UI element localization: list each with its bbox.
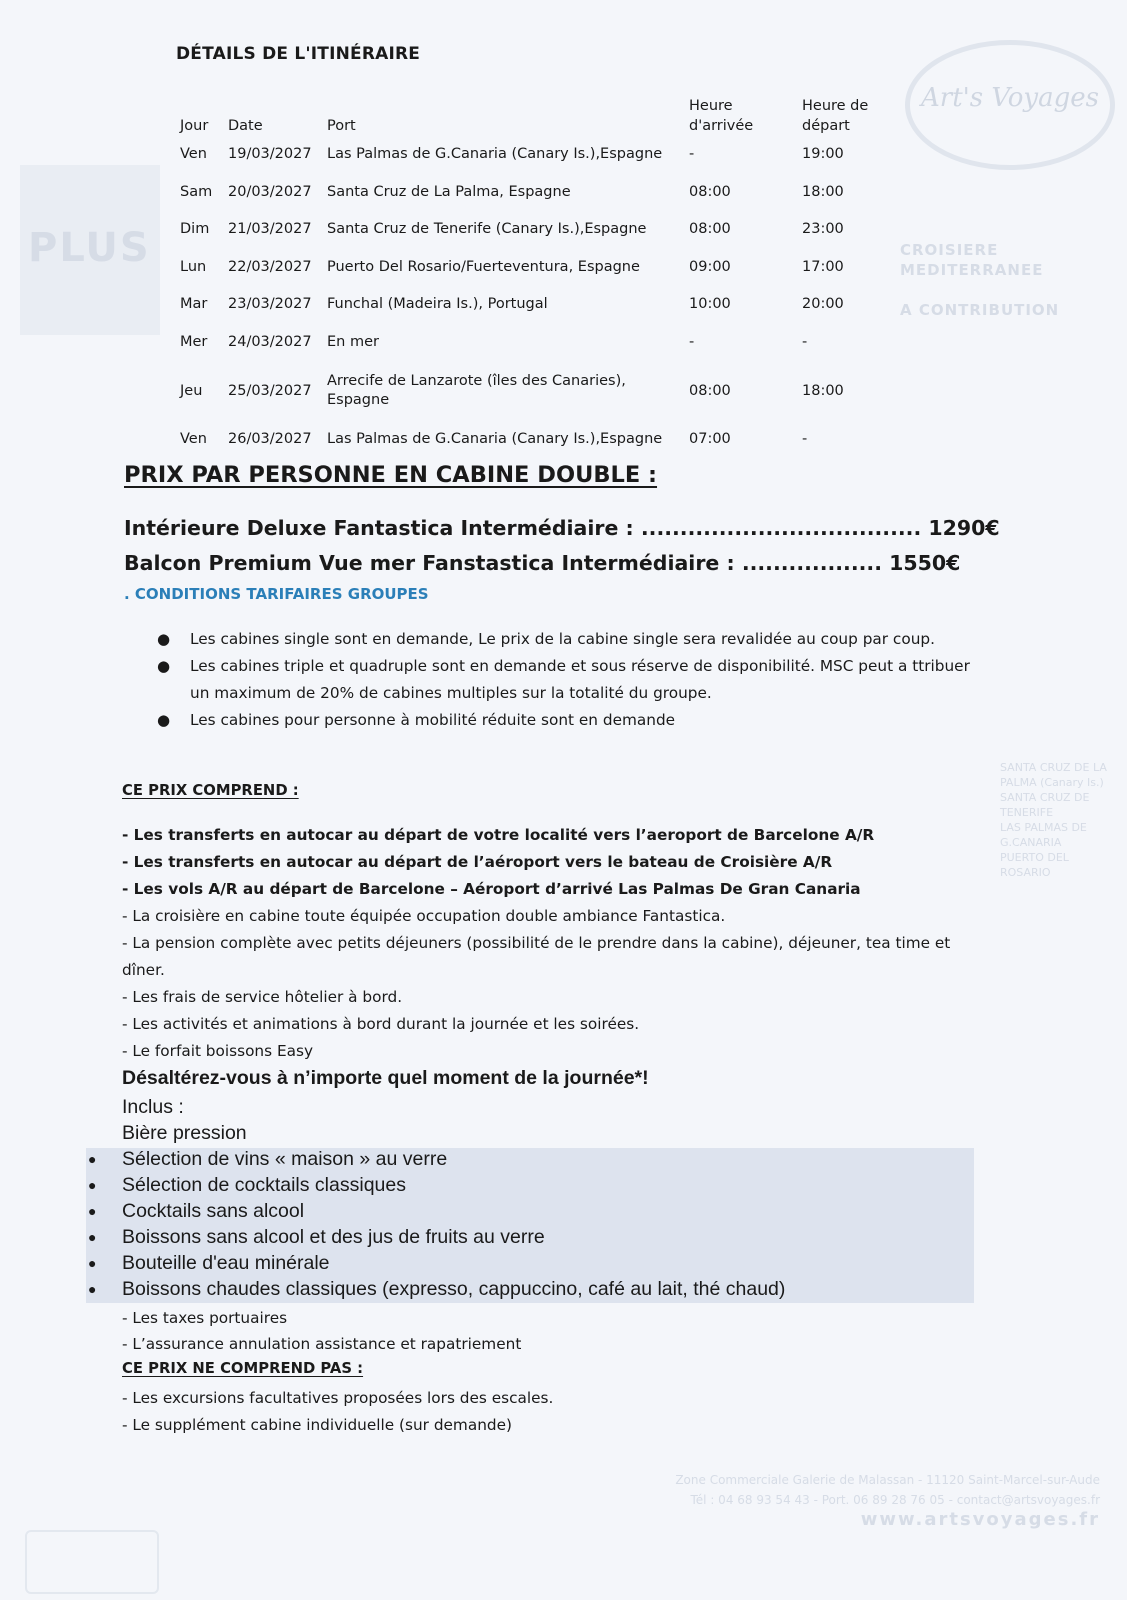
itinerary-row — [176, 174, 912, 212]
condition-item — [150, 626, 980, 653]
drinks-item: Bière pression — [122, 1122, 247, 1144]
drinks-item — [88, 1172, 785, 1198]
include-item-bold: - Les vols A/R au départ de Barcelone – Aéroport d’arrivé Las Palmas De Gran Canaria — [122, 880, 861, 898]
watermark-title: CROISIERE MEDITERRANEE — [900, 241, 1044, 279]
cell-port: Arrecife de Lanzarote (îles des Canaries), Espagne — [327, 373, 626, 408]
cell-departure: 19:00 — [802, 146, 844, 163]
include-item: - La croisière en cabine toute équipée occupation double ambiance Fantastica. — [122, 907, 726, 925]
bullet-icon: ● — [88, 1229, 97, 1245]
condition-text: Les cabines triple et quadruple sont en demande et sous réserve de disponibilité. MSC peut a ttribuer un maximum de 20% de cabines multiples sur la totalité du groupe. — [190, 657, 970, 702]
cell-port: Funchal (Madeira Is.), Portugal — [327, 296, 548, 313]
drinks-item-text: Bouteille d'eau minérale — [122, 1252, 330, 1274]
exclude-item: - Le supplément cabine individuelle (sur demande) — [122, 1416, 512, 1434]
cell-date: 25/03/2027 — [228, 382, 312, 399]
header-day: Jour — [180, 118, 209, 134]
excludes-list — [122, 1385, 553, 1439]
drinks-item-text: Boissons sans alcool et des jus de fruits au verre — [122, 1226, 545, 1248]
drinks-intro: Inclus : — [122, 1096, 184, 1118]
header-arrival: Heure d'arrivée — [689, 98, 754, 134]
bullet-icon: ● — [88, 1151, 97, 1167]
cell-departure: 18:00 — [802, 183, 844, 200]
drinks-item — [88, 1250, 785, 1276]
include-item: - Les frais de service hôtelier à bord. — [122, 988, 403, 1006]
pricing-heading: PRIX PAR PERSONNE EN CABINE DOUBLE : — [124, 462, 658, 488]
include-item: - L’assurance annulation assistance et rapatriement — [122, 1335, 522, 1353]
watermark-subtitle: A CONTRIBUTION — [900, 301, 1060, 319]
cell-date: 20/03/2027 — [228, 183, 312, 200]
cell-arrival: 10:00 — [689, 296, 731, 313]
cell-departure: 20:00 — [802, 296, 844, 313]
cell-port: Las Palmas de G.Canaria (Canary Is.),Espagne — [327, 146, 663, 163]
cell-departure: - — [802, 333, 808, 350]
cell-day: Dim — [180, 221, 210, 238]
conditions-list — [150, 626, 980, 734]
drinks-item — [88, 1146, 785, 1172]
watermark-corner-stamp — [25, 1530, 159, 1594]
drinks-item-text: Cocktails sans alcool — [122, 1200, 305, 1222]
watermark-website: www.artsvoyages.fr — [860, 1509, 1100, 1530]
drinks-title: Désaltérez-vous à n’importe quel moment de la journée*! — [122, 1067, 649, 1089]
price-line-balcony: Balcon Premium Vue mer Fanstastica Intermédiaire : .................. 1550€ — [124, 551, 961, 575]
conditions-heading: . CONDITIONS TARIFAIRES GROUPES — [124, 585, 429, 603]
cell-date: 23/03/2027 — [228, 296, 312, 313]
condition-text: Les cabines single sont en demande, Le prix de la cabine single sera revalidée au coup par coup. — [190, 630, 935, 648]
cell-port: Las Palmas de G.Canaria (Canary Is.),Espagne — [327, 431, 663, 448]
watermark-logo — [905, 40, 1115, 170]
itinerary-row — [176, 361, 912, 421]
header-port: Port — [327, 118, 356, 134]
cell-day: Ven — [180, 431, 207, 448]
include-item: - Les activités et animations à bord durant la journée et les soirées. — [122, 1015, 640, 1033]
condition-item — [150, 653, 980, 707]
watermark-band — [20, 165, 160, 335]
itinerary-table — [176, 88, 912, 459]
itinerary-header-row — [176, 88, 912, 136]
itinerary-row — [176, 324, 912, 362]
itinerary-row — [176, 136, 912, 174]
cell-arrival: 08:00 — [689, 382, 731, 399]
cell-departure: - — [802, 431, 808, 448]
itinerary-row — [176, 286, 912, 324]
cell-arrival: 07:00 — [689, 431, 731, 448]
watermark-port: PUERTO DEL ROSARIO — [1000, 851, 1069, 879]
watermark-port: LAS PALMAS DE G.CANARIA — [1000, 821, 1087, 849]
watermark-port: SANTA CRUZ DE TENERIFE — [1000, 791, 1090, 819]
cell-port: Puerto Del Rosario/Fuerteventura, Espagne — [327, 258, 640, 275]
bullet-icon: ● — [88, 1255, 97, 1271]
header-date: Date — [228, 118, 263, 134]
cell-date: 24/03/2027 — [228, 333, 312, 350]
include-item-bold: - Les transferts en autocar au départ de votre localité vers l’aeroport de Barcelone A/R — [122, 826, 875, 844]
watermark-port: SANTA CRUZ DE LA PALMA (Canary Is.) — [1000, 761, 1107, 789]
cell-port: Santa Cruz de La Palma, Espagne — [327, 183, 571, 200]
bullet-icon: ● — [157, 630, 171, 648]
cell-day: Jeu — [180, 382, 203, 399]
includes-tail-list — [122, 1305, 521, 1357]
includes-list — [122, 822, 992, 1065]
watermark-footer-line: Zone Commerciale Galerie de Malassan - 11120 Saint-Marcel-sur-Aude — [675, 1473, 1100, 1487]
drinks-item-text: Boissons chaudes classiques (expresso, cappuccino, café au lait, thé chaud) — [122, 1278, 786, 1300]
header-departure: Heure de départ — [802, 98, 869, 134]
cell-day: Lun — [180, 258, 207, 275]
bullet-icon: ● — [88, 1203, 97, 1219]
cell-day: Ven — [180, 146, 207, 163]
watermark-band-text: PLUS — [28, 225, 151, 271]
bullet-icon: ● — [88, 1177, 97, 1193]
watermark-footer-line: Tél : 04 68 93 54 43 - Port. 06 89 28 76 05 - contact@artsvoyages.fr — [690, 1493, 1100, 1507]
cell-departure: 23:00 — [802, 221, 844, 238]
cell-day: Sam — [180, 183, 213, 200]
watermark-ports — [1000, 760, 1120, 880]
drinks-item — [88, 1198, 785, 1224]
includes-heading: CE PRIX COMPREND : — [122, 782, 299, 799]
include-item: - La pension complète avec petits déjeuners (possibilité de le prendre dans la cabine), déjeuner, tea time et dîner. — [122, 934, 951, 979]
cell-day: Mar — [180, 296, 208, 313]
bullet-icon: ● — [157, 711, 171, 729]
cell-departure: 17:00 — [802, 258, 844, 275]
itinerary-row — [176, 249, 912, 287]
include-item-bold: - Les transferts en autocar au départ de l’aéroport vers le bateau de Croisière A/R — [122, 853, 833, 871]
condition-text: Les cabines pour personne à mobilité réduite sont en demande — [190, 711, 676, 729]
cell-arrival: - — [689, 146, 695, 163]
include-item: - Le forfait boissons Easy — [122, 1042, 314, 1060]
cell-port: En mer — [327, 333, 379, 350]
drinks-item-text: Sélection de cocktails classiques — [122, 1174, 406, 1196]
cell-arrival: 08:00 — [689, 183, 731, 200]
watermark-footer — [420, 1470, 1100, 1531]
drinks-list — [88, 1094, 786, 1302]
itinerary-body — [176, 136, 912, 459]
exclude-item: - Les excursions facultatives proposées lors des escales. — [122, 1389, 554, 1407]
itinerary-row — [176, 421, 912, 459]
drinks-item — [88, 1276, 786, 1302]
cell-arrival: 08:00 — [689, 221, 731, 238]
cell-port: Santa Cruz de Tenerife (Canary Is.),Espagne — [327, 221, 647, 238]
watermark-footer-website — [420, 1510, 1100, 1531]
cell-date: 22/03/2027 — [228, 258, 312, 275]
include-item: - Les taxes portuaires — [122, 1309, 288, 1327]
cell-day: Mer — [180, 333, 208, 350]
cell-date: 19/03/2027 — [228, 146, 312, 163]
drinks-item-text: Sélection de vins « maison » au verre — [122, 1148, 448, 1170]
bullet-icon: ● — [157, 657, 171, 675]
cell-departure: 18:00 — [802, 382, 844, 399]
watermark-logo-text: Art's Voyages — [920, 83, 1099, 113]
excludes-heading: CE PRIX NE COMPREND PAS : — [122, 1360, 364, 1377]
cell-date: 26/03/2027 — [228, 431, 312, 448]
bullet-icon: ● — [88, 1281, 97, 1297]
drinks-item — [88, 1224, 785, 1250]
itinerary-title: DÉTAILS DE L'ITINÉRAIRE — [176, 44, 421, 64]
cell-arrival: 09:00 — [689, 258, 731, 275]
cell-date: 21/03/2027 — [228, 221, 312, 238]
condition-item — [150, 707, 980, 734]
price-line-interior: Intérieure Deluxe Fantastica Intermédiaire : .................................... 1290€ — [124, 516, 1000, 540]
itinerary-row — [176, 211, 912, 249]
cell-arrival: - — [689, 333, 695, 350]
